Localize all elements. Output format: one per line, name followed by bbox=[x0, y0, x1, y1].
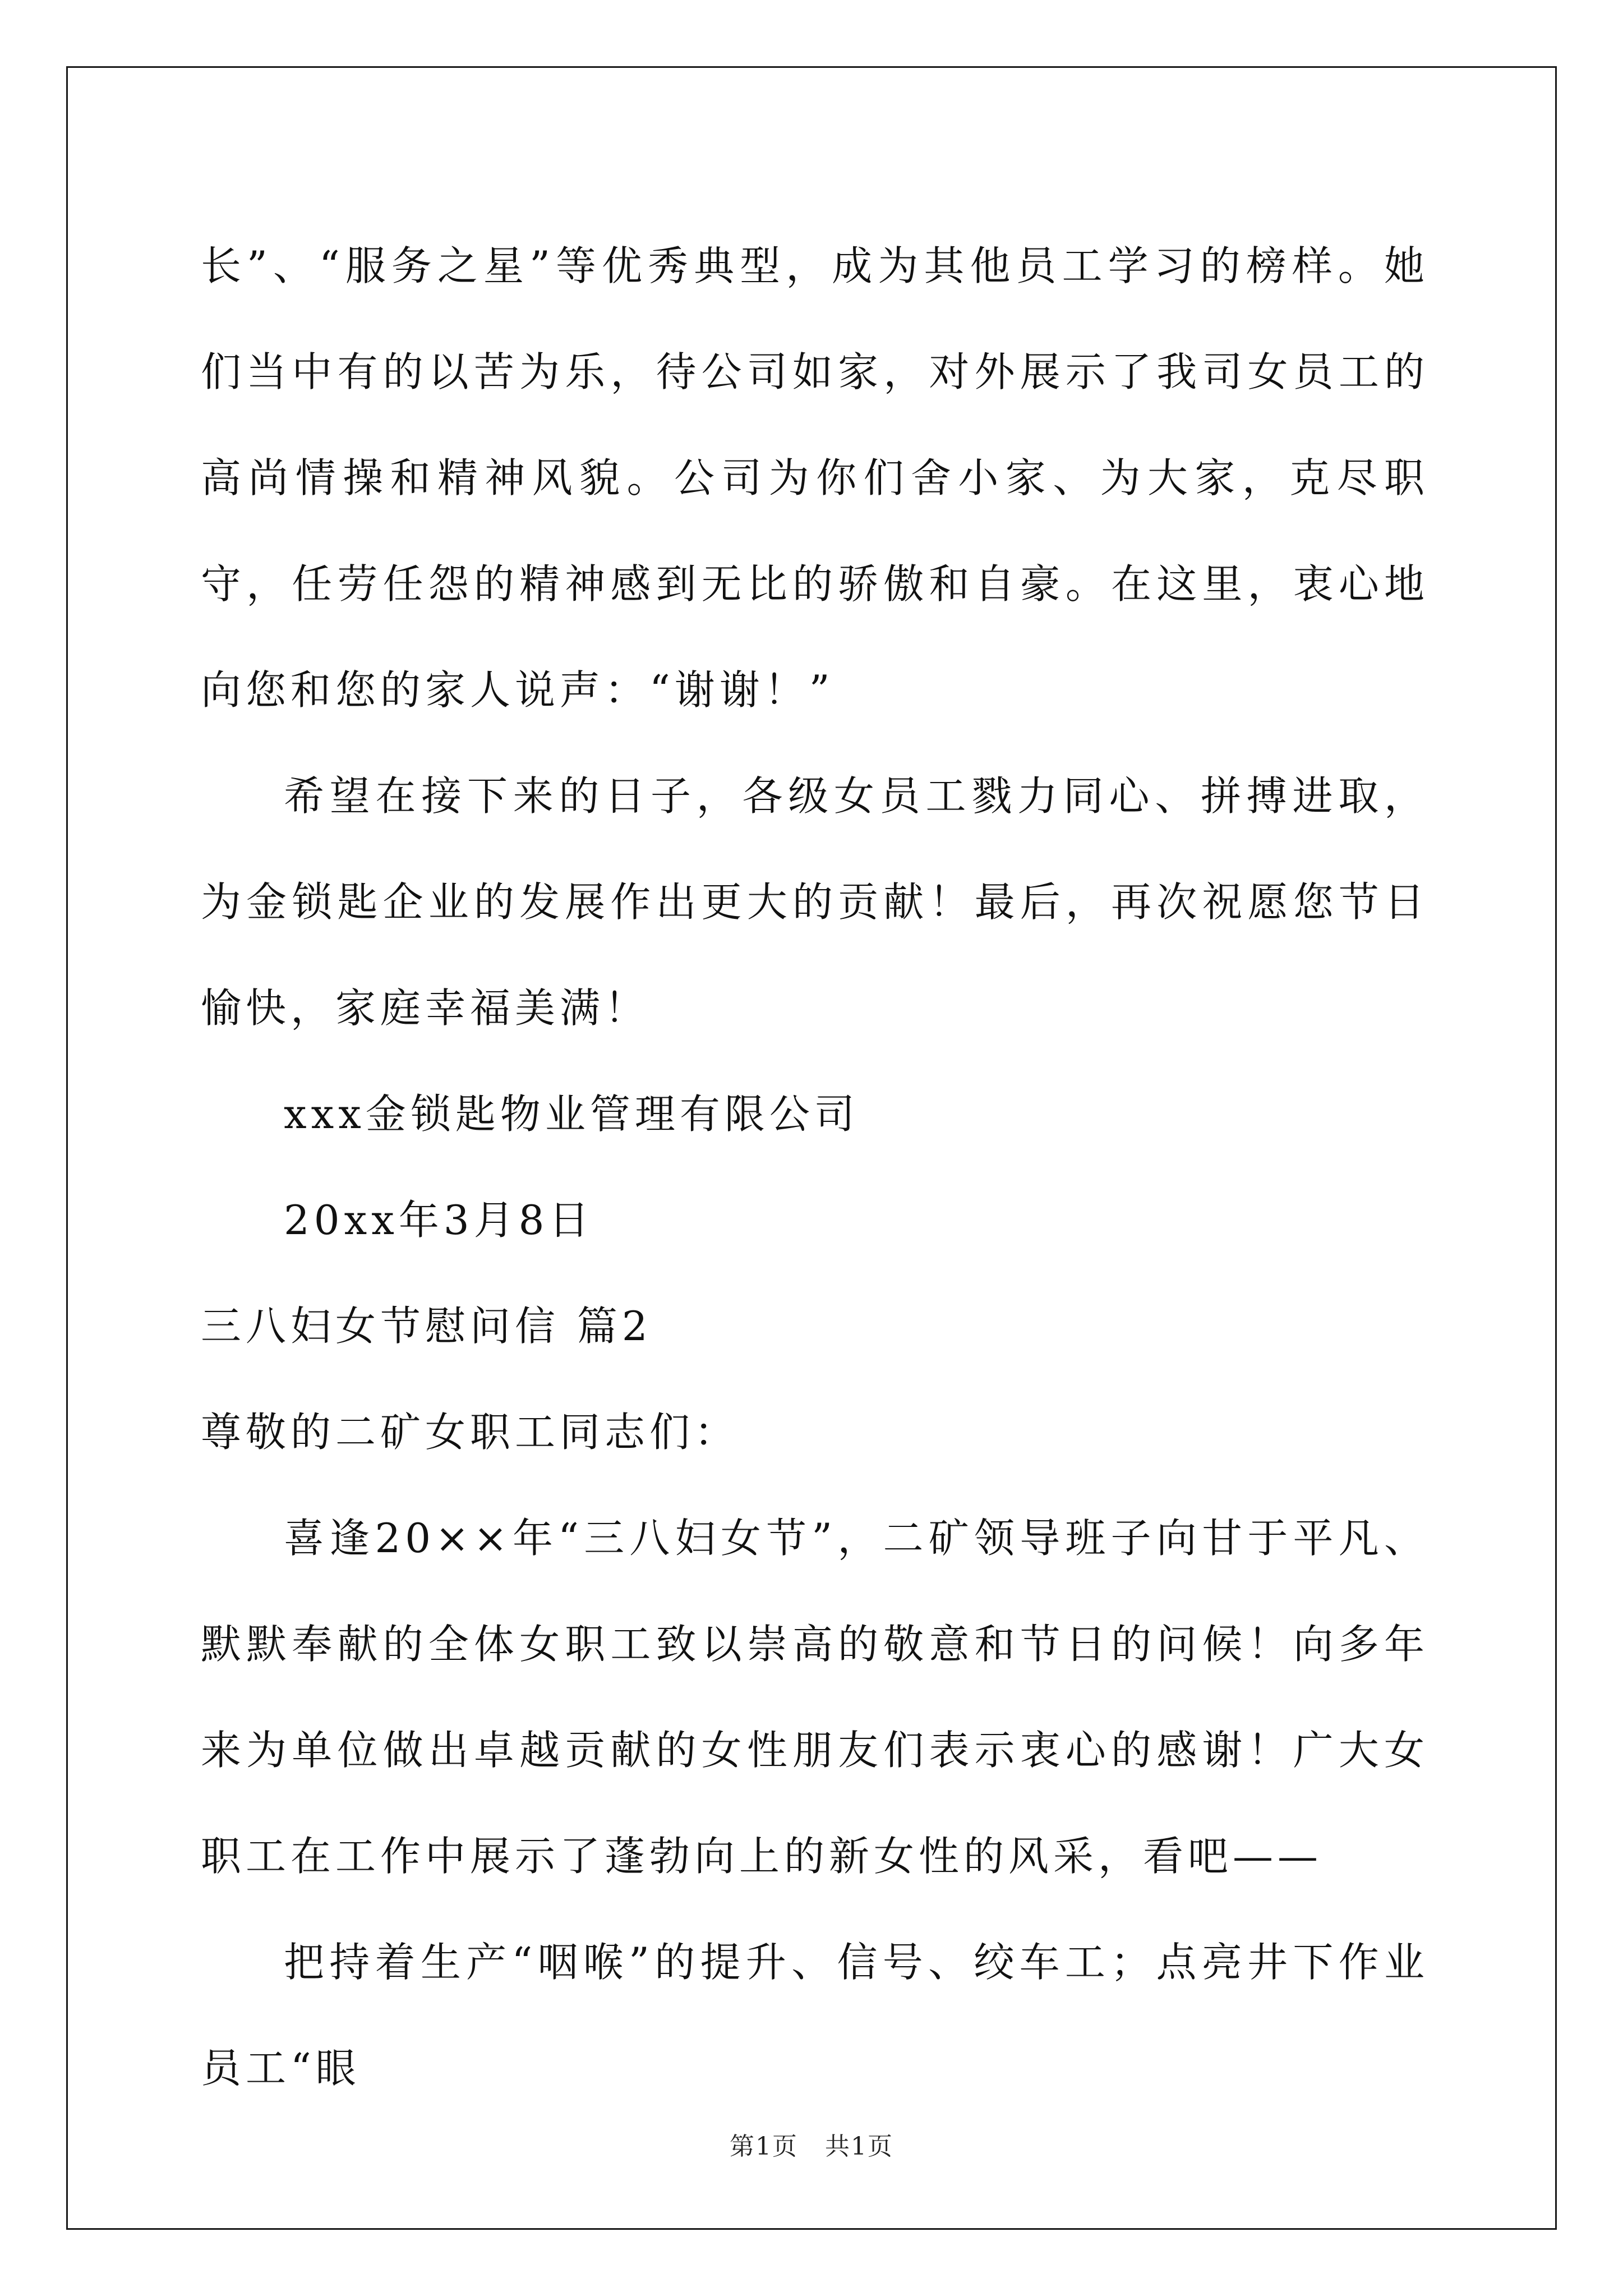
document-body bbox=[201, 213, 1429, 2122]
signature-date: 20xx年3月8日 bbox=[284, 1197, 594, 1244]
paragraph-praise: 把持着生产“咽喉”的提升、信号、绞车工；点亮井下作业员工“眼 bbox=[201, 1939, 1429, 2092]
paragraph-greeting: 喜逢20××年“三八妇女节”，二矿领导班子向甘于平凡、默默奉献的全体女职工致以崇高的敬意和节日的问候！向多年来为单位做出卓越贡献的女性朋友们表示衷心的感谢！广大女职工在工作中展示了蓬勃向上的新女性的风采，看吧—— bbox=[201, 1515, 1429, 1880]
paragraph-wishes: 希望在接下来的日子，各级女员工戮力同心、拼搏进取，为金锁匙企业的发展作出更大的贡献！最后，再次祝愿您节日愉快，家庭幸福美满！ bbox=[201, 772, 1429, 1032]
page-total: 共1页 bbox=[824, 2132, 893, 2161]
paragraph-continued: 长”、“服务之星”等优秀典型，成为其他员工学习的榜样。她们当中有的以苦为乐，待公司如家，对外展示了我司女员工的高尚情操和精神风貌。公司为你们舍小家、为大家，克尽职守，任劳任怨的精神感到无比的骄傲和自豪。在这里，衷心地向您和您的家人说声：“谢谢！” bbox=[201, 242, 1429, 714]
section-heading: 三八妇女节慰问信 篇2 bbox=[201, 1303, 652, 1350]
signature-company: xxx金锁匙物业管理有限公司 bbox=[284, 1091, 859, 1138]
page-number: 第1页 bbox=[730, 2132, 799, 2161]
page-footer bbox=[0, 2126, 1623, 2162]
salutation: 尊敬的二矿女职工同志们： bbox=[201, 1409, 740, 1456]
